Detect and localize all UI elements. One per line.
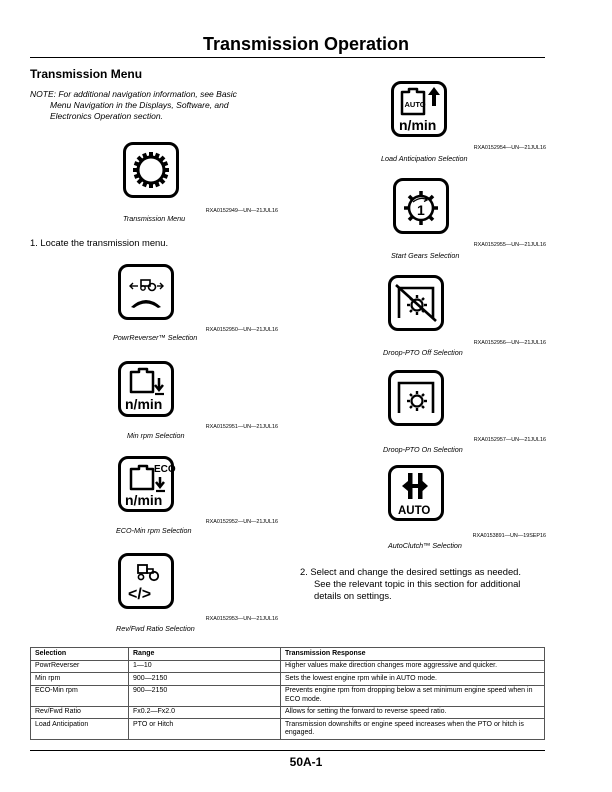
table-cell: Transmission downshifts or engine speed increases when the PTO or hitch is engaged. <box>281 719 545 740</box>
table-row <box>31 706 545 719</box>
figure-code: RXA0152954—UN—21JUL16 <box>473 145 546 151</box>
figure-caption: Rev/Fwd Ratio Selection <box>116 624 195 633</box>
figure-code: RXA0152952—UN—21JUL16 <box>205 519 278 525</box>
load-anticipation-glyph: n/min <box>399 117 437 133</box>
figure-code: RXA0152957—UN—21JUL16 <box>473 437 546 443</box>
note-line-1: NOTE: For additional navigation information, see Basic <box>30 89 237 99</box>
autoclutch-icon <box>388 465 444 521</box>
start-gears-icon <box>393 178 449 234</box>
autoclutch-badge: AUTO <box>398 505 431 517</box>
min-rpm-icon <box>118 361 174 417</box>
table-row <box>31 719 545 740</box>
figure-caption: Load Anticipation Selection <box>381 154 468 163</box>
column-header: Selection <box>31 648 129 661</box>
table-cell: 900—2150 <box>129 673 281 686</box>
table-header-row <box>31 648 545 661</box>
table-cell: 900—2150 <box>129 685 281 706</box>
table-row <box>31 685 545 706</box>
column-header: Transmission Response <box>281 648 545 661</box>
figure-caption: Start Gears Selection <box>391 251 460 260</box>
transmission-menu-icon <box>123 142 179 198</box>
figure-code: RXA0152950—UN—21JUL16 <box>205 327 278 333</box>
droop-pto-off-icon <box>388 275 444 331</box>
table-cell: Load Anticipation <box>31 719 129 740</box>
figure-code: RXA0152953—UN—21JUL16 <box>205 616 278 622</box>
figure-code: RXA0153891—UN—19SEP16 <box>472 533 546 539</box>
column-header: Range <box>129 648 281 661</box>
figure-caption: ECO-Min rpm Selection <box>116 526 192 535</box>
eco-min-rpm-icon <box>118 456 174 512</box>
rev-fwd-arrows: </> <box>128 586 152 603</box>
table-row <box>31 660 545 673</box>
figure-caption: Transmission Menu <box>123 214 186 223</box>
eco-min-rpm-glyph: n/min <box>125 492 163 508</box>
table-cell: Sets the lowest engine rpm while in AUTO mode. <box>281 673 545 686</box>
table-cell: PowrReverser <box>31 660 129 673</box>
note-line-3: Electronics Operation section. <box>50 111 163 121</box>
figure-caption: Min rpm Selection <box>127 431 185 440</box>
figure-caption: AutoClutch™ Selection <box>388 541 462 550</box>
figure-code: RXA0152956—UN—21JUL16 <box>473 340 546 346</box>
figure-code: RXA0152949—UN—21JUL16 <box>205 208 278 214</box>
figure-code: RXA0152951—UN—21JUL16 <box>205 424 278 430</box>
step-1: 1. Locate the transmission menu. <box>30 237 169 248</box>
droop-pto-on-icon <box>388 370 444 426</box>
table-cell: Min rpm <box>31 673 129 686</box>
rev-fwd-ratio-icon <box>118 553 174 609</box>
table-cell: Higher values make direction changes more aggressive and quicker. <box>281 660 545 673</box>
note-line-2: Menu Navigation in the Displays, Software, and <box>50 100 229 110</box>
navigation-note <box>30 89 280 122</box>
table-cell: Rev/Fwd Ratio <box>31 706 129 719</box>
table-cell: Prevents engine rpm from dropping below a set minimum engine speed when in ECO mode. <box>281 685 545 706</box>
figure-caption: PowrReverser™ Selection <box>113 333 198 342</box>
figure-caption: Droop-PTO Off Selection <box>383 348 463 357</box>
figure-caption: Droop-PTO On Selection <box>383 445 463 454</box>
footer-rule <box>30 750 545 751</box>
table-cell: Allows for setting the forward to reverse speed ratio. <box>281 706 545 719</box>
table-cell: PTO or Hitch <box>129 719 281 740</box>
title-rule <box>30 57 545 58</box>
powrreverser-icon <box>118 264 174 320</box>
step-2-line-3: details on settings. <box>314 590 392 601</box>
page-title: Transmission Operation <box>202 34 410 54</box>
step-2-line-1: 2. Select and change the desired settings as needed. <box>300 566 521 577</box>
step-2-line-2: See the relevant topic in this section for additional <box>314 578 521 589</box>
page-number: 50A-1 <box>289 755 323 769</box>
auto-badge: AUTO <box>404 100 426 109</box>
figure-code: RXA0152955—UN—21JUL16 <box>473 242 546 248</box>
load-anticipation-icon <box>391 81 447 137</box>
transmission-response-table <box>30 647 545 740</box>
step-2 <box>300 566 521 602</box>
table-cell: ECO-Min rpm <box>31 685 129 706</box>
start-gears-glyph: 1 <box>417 202 425 218</box>
min-rpm-glyph: n/min <box>125 396 163 412</box>
eco-badge: ECO <box>154 464 176 475</box>
table-cell: 1—10 <box>129 660 281 673</box>
section-heading: Transmission Menu <box>30 67 143 81</box>
table-cell: Fx0.2—Fx2.0 <box>129 706 281 719</box>
table-row <box>31 673 545 686</box>
